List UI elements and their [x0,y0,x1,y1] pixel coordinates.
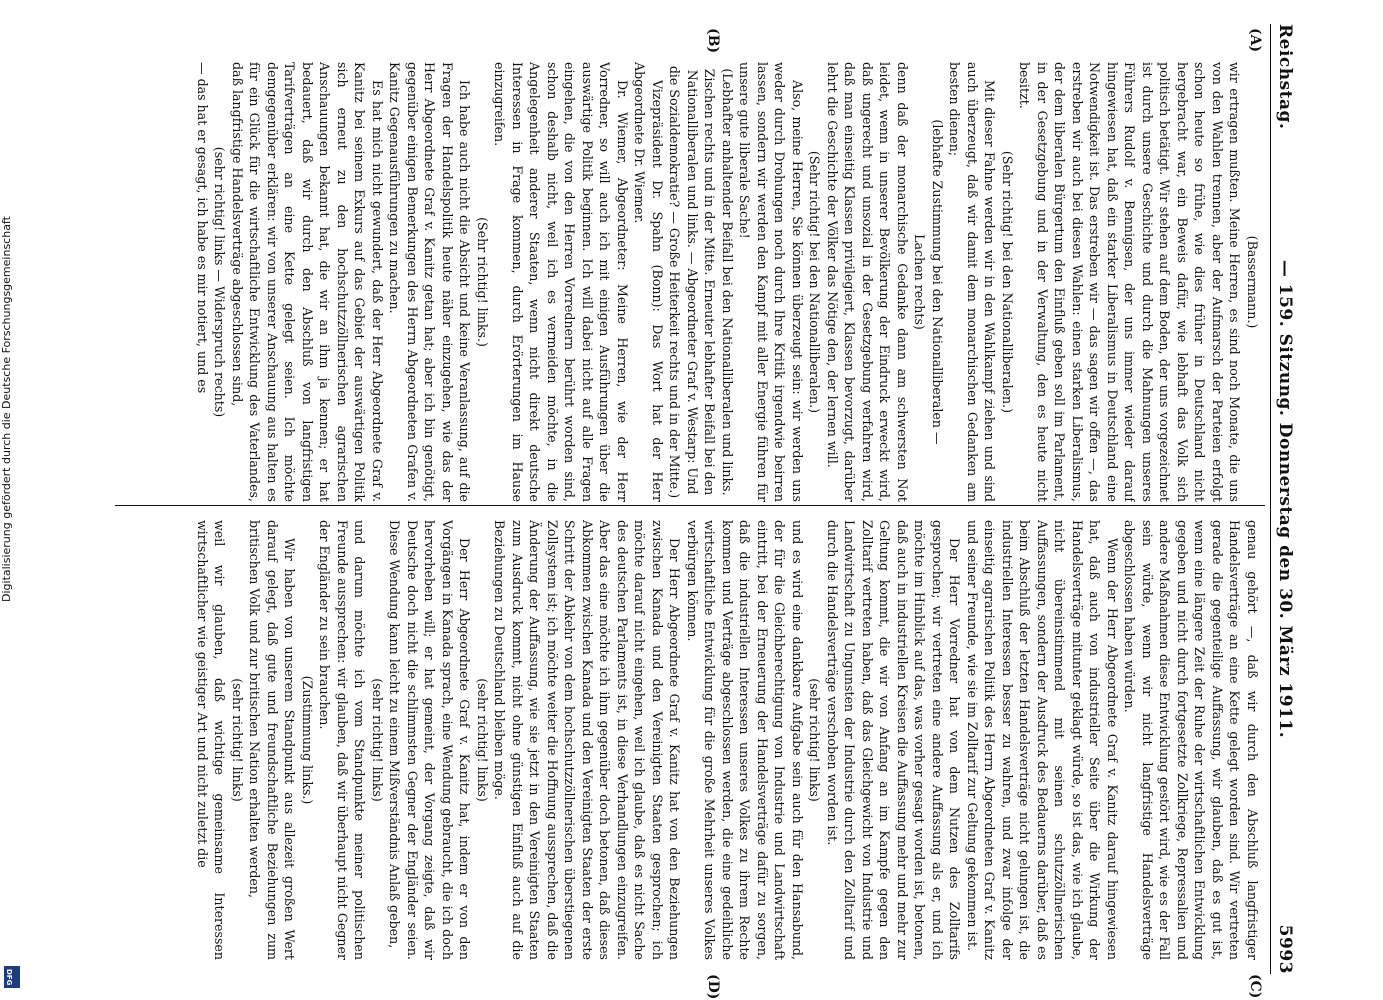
interjection: (sehr richtig! links — Widerspruch rechts) [212,146,228,418]
interjection: (sehr richtig! links) [370,678,385,802]
left-column [121,62,1261,502]
paragraph: Der Herr Abgeordnete Graf v. Kanitz hat, indem er von den Vorgängen in Kanada sprach, eine Wendung gebraucht, die ich doch hervorheben will; er hat gemeint, der Vorgang zeigte, daß wir Deutsche doch nicht die schlimmsten Gegner der Engländer seien. Diese Wendung kann leicht zu einem Mißverständnis Anlaß geben, [387,520,473,960]
paragraph: Der Herr Abgeordnete Graf v. Kanitz hat von den Beziehungen zwischen Kanada und den Vereinigten Staaten gesprochen; ich möchte darauf nicht eingehen, weil ich glaube, daß es nicht Sache des deutschen Parlaments ist, in diese Verhandlungen einzugreifen. Aber das eine möchte ich ihm gegenüber doch betonen, daß dieses Abkommen zwischen Kanada und den Vereinigten Staaten der erste Schritt der Abkehr von dem hochschutzzöllnerischen überstiegenen Zollsystem ist; ich möchte weiter die Hoffnung aussprechen, daß die Änderung der Auffassung, wie sie jetzt in den Vereinigten Staaten zum Ausdruck kommt, nicht ohne günstigen Einfluß auch auf die Beziehungen zu Deutschland bleiben möge. [492,520,683,960]
interjection: (Lebhafter anhaltender Beifall bei den Nationalliberalen und links. Zischen rechts und in der Mitte. Erneuter lebhafter Beifall bei den Nationalliberalen und links. — Abgeordneter Graf v. Westarp: Und die Sozialdemokratie? — Große Heiterkeit rechts und in der Mitte.) [667,65,735,499]
page-header [1270,24,1295,974]
paragraph: genau gehört —, daß wir durch den Abschluß langfristiger Handelsverträge an eine Kette gelegt worden sind. Wir vertreten gerade die gegenteilige Auffassung, wir glauben, daß es gut ist, wenn eine längere Zeit der Ruhe der wirtschaftlichen Entwicklung gegeben und nicht durch fortgesetzte Zollkriege, Repressalien und andere Maßnahmen diese Entwicklung gestört wird, wie es der Fall sein würde, wenn wir nicht langfristige Handelsverträge abgeschlossen haben würden. [1122,520,1260,960]
margin-marker-b: (B) [705,28,721,54]
margin-marker-d: (D) [705,974,721,1000]
paragraph: wir ertragen mußten. Meine Herren, es sind noch Monate, die uns von den Wahlen trennen, aber der Aufmarsch der Parteien erfolgt schon heute so frühe, wie dies früher in Deutschland nicht hergebracht war, ein Beweis dafür, wie lebhaft das Volk sich politisch betätigt. Wir stehen auf dem Boden, der uns vorgezeichnet ist durch unsere Geschichte und durch die Mahnungen unseres Führers Rudolf v. Bennigsen, der uns immer wieder darauf hingewiesen hat, daß ein starker Liberalismus in Deutschland eine Notwendigkeit ist. Das erstreben wir — das sagen wir offen —, das erstreben wir auch bei diesen Wahlen: einen starken Liberalismus, der dem liberalen Bürgertum den Einfluß geben soll im Parlament, in der Gesetzgebung und in der Verwaltung, den es heute nicht besitzt. [1017,62,1243,502]
header-session: — 159. Sitzung. Donnerstag den 30. März 1911. [1275,259,1295,739]
interjection: (Sehr richtig! links.) [475,217,490,347]
dfg-logo: DFG [4,966,20,988]
interjection: (Zustimmung links.) [300,675,315,805]
funding-note-strip [0,0,24,1000]
interjection: (sehr richtig! links) [475,678,490,802]
margin-marker-c: (C) [1247,974,1263,999]
paragraph: Es hat mich nicht gewundert, daß der Herr Abgeordnete Graf v. Kanitz bei seinem Exkurs auf das Gebiet der auswärtigen Politik sich erneut zu den hochschutzzöllnerischen agrarischen Anschauungen bekannt hat, die wir an ihm ja kennen; er hat bedauert, daß wir durch den Abschluß von langfristigen Tarifverträgen an eine Kette gelegt seien. Ich möchte demgegenüber erklären: wir von unserer Anschauung aus halten es für ein Glück für die wirtschaftliche Entwicklung des Vaterlandes, daß langfristige Handelsverträge abgeschlossen sind, [230,62,385,502]
funding-note: Digitalisierung gefördert durch die Deutsche Forschungsgemeinschaft [0,216,13,602]
header-title: Reichstag. [1275,24,1295,130]
page-number: 5993 [1275,924,1295,974]
paragraph: und darum möchte ich vom Standpunkte meiner politischen Freunde aussprechen: wir glauben, daß wir überhaupt nicht Gegner der Engländer zu sein brauchen. [317,520,368,960]
paragraph: denn daß der monarchische Gedanke dann am schwersten Not leidet, wenn in unserer Bevölkerung der Eindruck erweckt wird, daß ungerecht und unsozial in der Gesetzgebung verfahren wird, daß man einseitig Klassen privilegiert, Klassen bevorzugt, darüber lehrt die Geschichte der Völker das Nötige den, der lernen will. [825,62,910,502]
right-column [121,520,1261,960]
paragraph: Mit dieser Fahne werden wir in den Wahlkampf ziehen und sind auch überzeugt, daß wir damit dem monarchischen Gedanken am besten dienen; [947,62,998,502]
paragraph: — das hat er gesagt, ich habe es mir notiert, und es [195,62,210,394]
interjection: (Sehr richtig! bei den Nationalliberalen.) [1000,150,1015,414]
interjection: (lebhafte Zustimmung bei den Nationalliberalen — [930,119,945,445]
column-divider [115,505,1265,506]
speaker-paragraph: Dr. Wiemer, Abgeordneter: Meine Herren, wie der Herr Vorredner, so will auch ich mit einigen Ausführungen über die auswärtige Politik beginnen. Ich will dabei nicht auf alle Fragen eingehen, die von den Herren Vorrednern berührt worden sind, schon deshalb nicht, weil ich es vermeiden möchte, in die Angelegenheit anderer Staaten, wenn nicht direkt deutsche Interessen in Frage kommen, durch Erörterungen im Hause einzugreifen. [492,62,630,502]
paragraph: und es wird eine dankbare Aufgabe sein auch für den Hansabund, der für die Gleichberechtigung von Industrie und Landwirtschaft eintritt, bei der Erneuerung der Handelsverträge dafür zu sorgen, daß die industriellen Interessen unseres Volkes zu ihrem Rechte kommen und Verträge abgeschlossen werden, die eine gedeihliche wirtschaftliche Entwicklung für die große Mehrheit unseres Volkes verbürgen können. [685,520,805,960]
speaker-paragraph: Vizepräsident Dr. Spahn (Bonn): Das Wort hat der Herr Abgeordnete Dr. Wiemer. [632,62,665,502]
paragraph: Also, meine Herren, Sie können überzeugt sein: wir werden uns weder durch Drohungen noch durch Ihre Kritik irgendwie beirren lassen, sondern wir werden den Kampf mit aller Energie führen für unsere gute liberale Sache! [737,62,805,502]
paragraph: weil wir glauben, daß wichtige gemeinsame Interessen wirtschaftlicher wie geistiger Art und nicht zuletzt die [195,520,228,960]
paragraph: Der Herr Vorredner hat von dem Nutzen des Zolltarifs gesprochen; wir vertreten eine andere Auffassung als er, und ich möchte im Hinblick auf das, was vorher gesagt worden ist, betonen, daß auch in industriellen Kreisen die Auffassung mehr und mehr zur Geltung kommt, die wir von Anfang an im Kampfe gegen den Zolltarif vertreten haben, daß das Gleichgewicht von Industrie und Landwirtschaft zu Ungunsten der Industrie durch den Zolltarif und durch die Handelsverträge verschoben worden ist. [825,520,963,960]
interjection: (sehr richtig! links) [230,678,245,802]
margin-marker-a: (A) [1247,28,1263,53]
paragraph: Ich habe auch nicht die Absicht und keine Veranlassung, auf die Fragen der Handelspolitik heute näher einzugehen, wie das der Herr Abgeordnete Graf v. Kanitz getan hat; aber ich bin genötigt, gegenüber einigen Bemerkungen des Herrn Abgeordneten Grafen v. Kanitz Gegenausführungen zu machen. [387,62,473,502]
interjection: Lachen rechts) [912,234,928,330]
scanned-page [91,0,1321,1000]
paragraph: Wenn der Herr Abgeordnete Graf v. Kanitz darauf hingewiesen hat, daß auch von industrieller Seite über die Wirkung der Handelsverträge mitunter geklagt würde, so ist das, wie ich glaube, nicht übereinstimmend mit seinen schutzzöllnerischen Auffassungen, sondern der Ausdruck des Bedauerns darüber, daß es beim Abschluß der letzten Handelsverträge nicht gelungen ist, die industriellen Interessen besser zu wahren, und zwar infolge der einseitig agrarischen Politik des Herrn Abgeordneten Graf v. Kanitz und seiner Freunde, wie sie im Zolltarif zur Geltung gekommen ist. [965,520,1120,960]
interjection: (Sehr richtig! bei den Nationalliberalen.) [807,150,823,414]
interjection: (sehr richtig! links) [807,678,823,802]
paragraph: Wir haben von unserem Standpunkt aus allezeit großen Wert darauf gelegt, daß gute und freundschaftliche Beziehungen zum britischen Volk und zur britischen Nation erhalten werden, [247,520,298,960]
speaker-tag: (Bassermann.) [1245,235,1260,329]
